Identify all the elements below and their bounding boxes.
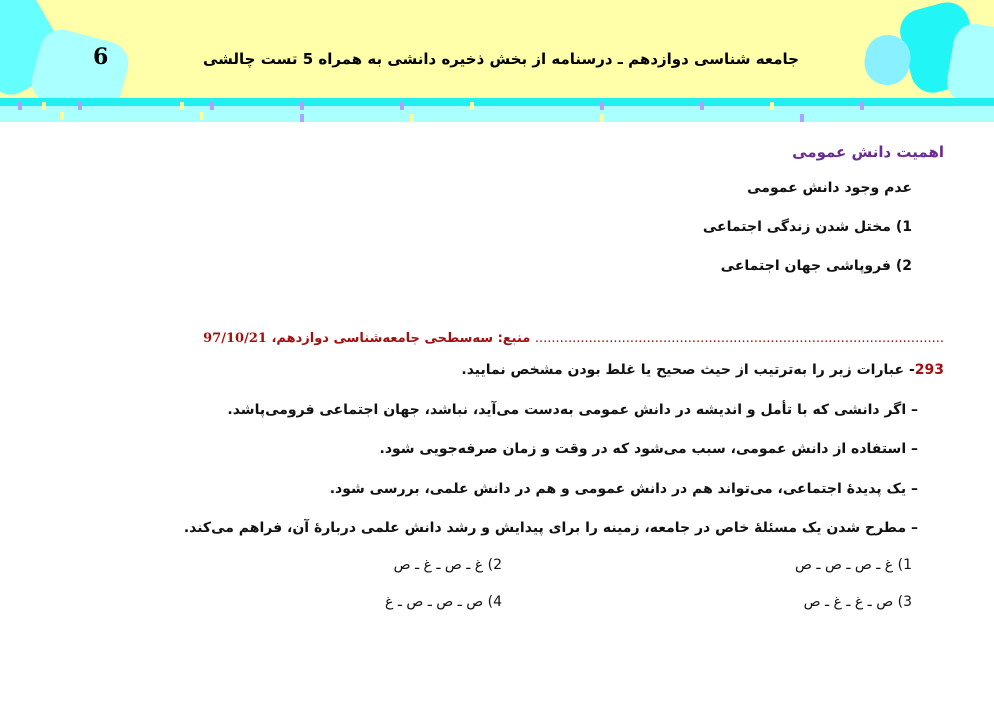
option-1[interactable]: 1) غ ـ ص ـ ص ـ ص [795,557,912,573]
statement: – استفاده از دانش عمومی، سبب می‌شود که در وقت و زمان صرفه‌جویی شود. [379,441,918,457]
source-line [203,331,944,346]
question-text: - عبارات زیر را به‌ترتیب از حیث صحیح یا غلط بودن مشخص نمایید. [461,362,915,378]
option-3[interactable]: 3) ص ـ غ ـ غ ـ ص [803,594,912,610]
section-subheading: عدم وجود دانش عمومی [747,180,912,196]
page-number: 6 [93,44,109,70]
question-stem [461,362,944,378]
header-band [0,98,994,106]
option-2[interactable]: 2) غ ـ ص ـ غ ـ ص [393,557,502,573]
header-title: جامعه شناسی دوازدهم ـ درسنامه از بخش ذخیره دانشی به همراه 5 تست چالشی [202,50,799,68]
section-heading: اهمیت دانش عمومی [792,143,944,161]
statement: – یک پدیدۀ اجتماعی، می‌تواند هم در دانش عمومی و هم در دانش علمی، بررسی شود. [329,481,918,497]
statement: – اگر دانشی که با تأمل و اندیشه در دانش عمومی به‌دست می‌آید، نباشد، جهان اجتماعی فرومی‌پاشد. [227,402,918,418]
list-item: 2) فروپاشی جهان اجتماعی [720,258,912,274]
source-dots: ................................................................................................... [534,331,944,346]
source-label: منبع: سه‌سطحی جامعه‌شناسی دوازدهم، [271,331,531,346]
list-item: 1) مختل شدن زندگی اجتماعی [702,219,912,235]
page-header [0,0,994,98]
statement: – مطرح شدن یک مسئلۀ خاص در جامعه، زمینه را برای پیدایش و رشد دانش علمی دربارۀ آن، فراهم می‌کند. [183,520,918,536]
question-number: 293 [914,362,944,378]
header-band [0,106,994,122]
option-4[interactable]: 4) ص ـ ص ـ ص ـ غ [385,594,502,610]
source-date: 97/10/21 [203,331,267,346]
